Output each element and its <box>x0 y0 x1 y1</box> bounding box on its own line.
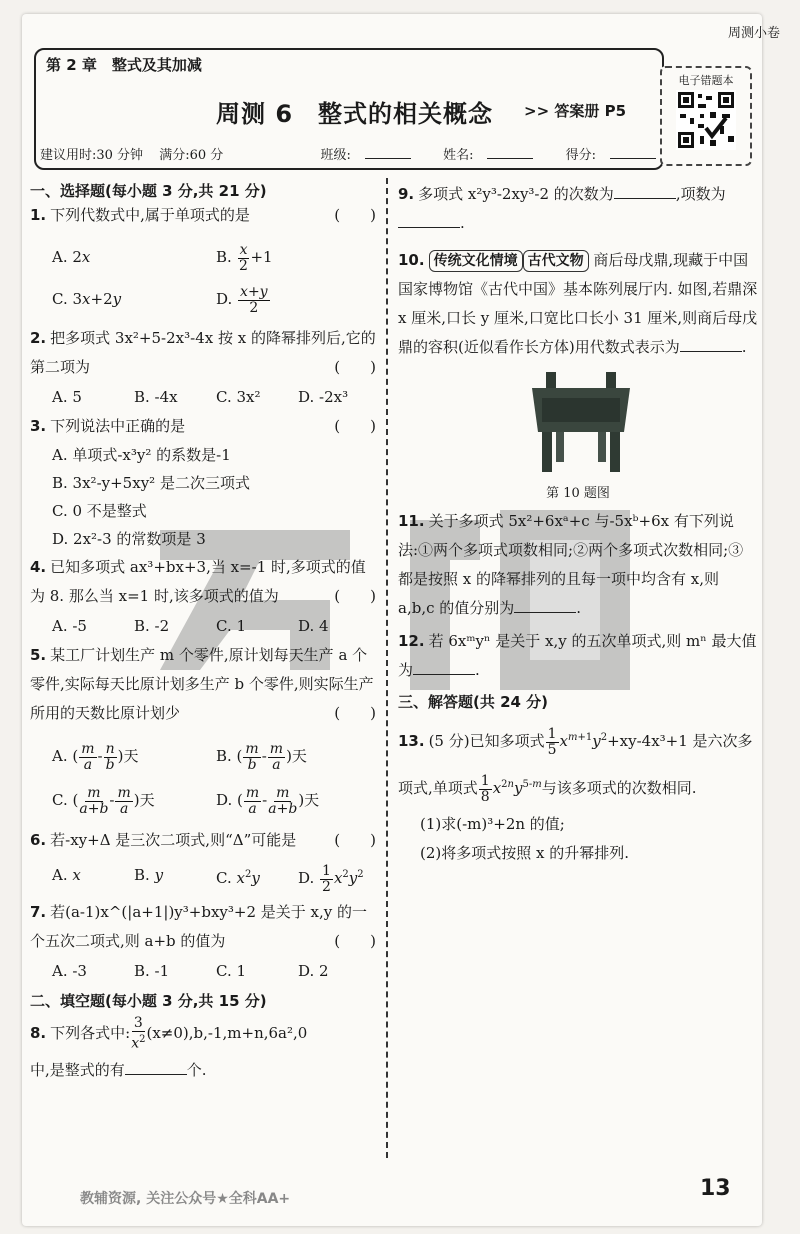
q12-stem: 若 6xᵐyⁿ 是关于 x,y 的五次单项式,则 mⁿ 最大值为 <box>398 632 757 679</box>
q1-option-d[interactable]: D. $\frac{x+y}{2}$ <box>216 283 268 316</box>
q3-stem: 下列说法中正确的是 <box>50 417 186 435</box>
q4-stem: 已知多项式 ax³+bx+3,当 x=-1 时,多项式的值为 8. 那么当 x=1 时,该多项式的值为 <box>30 558 366 605</box>
q5-number: 5. <box>30 646 47 664</box>
question-10 <box>398 246 758 362</box>
q5-options <box>52 734 380 778</box>
column-divider <box>386 178 388 1158</box>
question-7 <box>30 898 380 956</box>
q10-tag-culture: 传统文化情境 <box>429 250 523 272</box>
q1-option-a[interactable]: A. 2x <box>52 248 91 266</box>
q1-number: 1. <box>30 206 47 224</box>
class-field[interactable] <box>365 146 411 159</box>
question-8 <box>30 1015 380 1088</box>
header-box <box>34 48 664 170</box>
q5-stem: 某工厂计划生产 m 个零件,原计划每天生产 a 个零件,实际每天比原计划多生产 b 个零件,则实际生产所用的天数比原计划少 <box>30 646 374 722</box>
q7-option-b[interactable]: B. -1 <box>134 962 170 980</box>
q13-fraction-2: $\frac{1}{8}$ <box>480 772 490 805</box>
q4-option-b[interactable]: B. -2 <box>134 617 170 635</box>
q4-option-a[interactable]: A. -5 <box>52 617 87 635</box>
q7-stem: 若(a-1)x^(|a+1|)y³+bxy³+2 是关于 x,y 的一个五次二项式,则 a+b 的值为 <box>30 903 368 950</box>
q2-number: 2. <box>30 329 47 347</box>
footer-note: 教辅资源, 关注公众号★全科AA+ <box>80 1191 291 1207</box>
q7-option-d[interactable]: D. 2 <box>298 962 329 980</box>
question-13: 13. (5 分)已知多项式 $\frac{1}{5}$ $x^{m+1}y^2+xy-4x^3+1$ 是六次多项式,单项式 $\frac{1}{8}$ $x^{2n}y^{5-m}$与该多项式的次数相同. <box>398 725 753 805</box>
q2-option-c[interactable]: C. 3x² <box>216 388 261 406</box>
bronze-ding-image <box>526 368 636 478</box>
question-12 <box>398 627 758 685</box>
q7-options <box>52 956 380 986</box>
right-column <box>398 180 758 868</box>
q6-answer-paren[interactable]: ( ) <box>334 831 376 849</box>
q1-option-b[interactable]: B. $\frac{x}{2}$ +1 <box>216 241 273 274</box>
qr-label: 电子错题本 <box>678 74 734 87</box>
q8-fraction: $\frac{3}{x^2}$ <box>131 1015 146 1052</box>
q8-stem-a: 下列各式中: <box>50 1024 131 1042</box>
q6-option-c[interactable]: C. $x^2y$ <box>216 869 260 887</box>
q1-options <box>52 236 380 278</box>
q3-options <box>52 441 380 553</box>
q2-option-b[interactable]: B. -4x <box>134 388 178 406</box>
tab-label: 周测小卷 <box>727 26 780 41</box>
q13-stem-b: +xy-4x³+1 是六次多项式,单项式 <box>398 732 753 797</box>
q2-option-a[interactable]: A. 5 <box>52 388 82 406</box>
q9-number: 9. <box>398 185 415 203</box>
q4-options <box>52 611 380 641</box>
question-1 <box>30 201 380 230</box>
q5-answer-paren[interactable]: ( ) <box>334 704 376 722</box>
q13-fraction-1: $\frac{1}{5}$ <box>547 725 557 758</box>
q4-option-c[interactable]: C. 1 <box>216 617 247 635</box>
q10-end: . <box>741 338 747 356</box>
q10-figure-caption: 第 10 题图 <box>546 486 610 501</box>
q11-stem: 关于多项式 5x²+6xᵃ+c 与-5xᵇ+6x 有下列说法:①两个多项式项数相同;②两个多项式次数相同;③都是按照 x 的降幂排列的且每一项中均含有 x,则 a,b,c 的值分别为 <box>398 512 744 617</box>
q7-answer-paren[interactable]: ( ) <box>334 932 376 950</box>
q13-number: 13. <box>398 732 425 750</box>
q9-blank-degree[interactable] <box>614 184 676 199</box>
question-6 <box>30 826 380 855</box>
question-5 <box>30 641 380 728</box>
q3-option-a[interactable]: A. 单项式-x³y² 的系数是-1 <box>52 446 231 464</box>
q4-number: 4. <box>30 558 47 576</box>
q9-stem-a: 多项式 x²y³-2xy³-2 的次数为 <box>418 185 614 203</box>
question-3 <box>30 412 380 441</box>
question-11 <box>398 507 758 623</box>
q10-tag-artifact: 古代文物 <box>523 250 589 272</box>
answer-reference: >> 答案册 P5 <box>524 102 627 120</box>
q3-number: 3. <box>30 417 47 435</box>
q12-number: 12. <box>398 632 425 650</box>
q1-option-c[interactable]: C. 3x+2y <box>52 290 122 308</box>
page-title: 周测 6 整式的相关概念 <box>216 100 494 128</box>
name-field[interactable] <box>487 146 533 159</box>
q10-stem: 商后母戊鼎,现藏于中国国家博物馆《古代中国》基本陈列展厅内. 如图,若鼎深 x 厘米,口长 y 厘米,口宽比口长小 31 厘米,则商后母戊鼎的容积(近似看作长方体)用代数式表示为 <box>398 251 758 356</box>
q11-answer-blank[interactable] <box>514 598 576 613</box>
name-label: 姓名: <box>443 148 474 163</box>
q2-options <box>52 382 380 412</box>
q4-option-d[interactable]: D. 4 <box>298 617 329 635</box>
q7-number: 7. <box>30 903 47 921</box>
q6-options <box>52 855 380 898</box>
suggested-time: 建议用时:30 分钟 <box>40 148 144 163</box>
q8-stem-c: 中,是整式的有 <box>30 1060 125 1079</box>
question-9 <box>398 180 758 238</box>
section-fill-title: 二、填空题(每小题 3 分,共 15 分) <box>30 992 267 1010</box>
q6-option-b[interactable]: B. y <box>134 866 164 884</box>
q13-sub-1: (1)求(-m)³+2n 的值; <box>420 815 565 833</box>
q1-options-2 <box>52 278 380 320</box>
q11-number: 11. <box>398 512 425 530</box>
q13-stem-c: 与该多项式的次数相同. <box>541 779 697 797</box>
q7-option-a[interactable]: A. -3 <box>52 962 87 980</box>
q8-stem-b: (x≠0),b,-1,m+n,6a²,0 <box>146 1024 308 1042</box>
full-score: 满分:60 分 <box>159 148 224 163</box>
q6-stem: 若-xy+Δ 是三次二项式,则“Δ”可能是 <box>50 831 297 849</box>
q5-options-2 <box>52 778 380 822</box>
q5-option-d[interactable]: D. ( $\frac{m}{a}$ - $\frac{m}{a+b}$ )天 <box>216 784 320 817</box>
q2-option-d[interactable]: D. -2x³ <box>298 388 349 406</box>
left-column <box>30 180 380 1088</box>
q1-answer-paren[interactable]: ( ) <box>334 206 376 224</box>
q9-stem-c: . <box>460 214 465 232</box>
q9-blank-terms[interactable] <box>398 213 460 228</box>
class-label: 班级: <box>320 148 351 163</box>
score-field[interactable] <box>610 146 656 159</box>
q5-option-c[interactable]: C. ( $\frac{m}{a+b}$ - $\frac{m}{a}$ )天 <box>52 784 155 817</box>
section-choice-title: 一、选择题(每小题 3 分,共 21 分) <box>30 182 267 200</box>
q9-stem-b: ,项数为 <box>675 185 726 203</box>
q13-sub-2: (2)将多项式按照 x 的升幂排列. <box>420 844 630 862</box>
score-label: 得分: <box>565 148 596 163</box>
q11-end: . <box>576 599 582 617</box>
meta-line <box>40 144 656 163</box>
q1-stem: 下列代数式中,属于单项式的是 <box>50 206 250 224</box>
q5-option-a[interactable]: A. ( $\frac{m}{a}$ - $\frac{n}{b}$ )天 <box>52 740 139 773</box>
qr-code-icon[interactable] <box>676 90 736 150</box>
q3-option-d[interactable]: D. 2x²-3 的常数项是 3 <box>52 530 206 548</box>
qr-box <box>660 66 752 166</box>
q2-answer-paren[interactable]: ( ) <box>334 358 376 376</box>
q12-answer-blank[interactable] <box>413 660 475 675</box>
q10-number: 10. <box>398 251 425 269</box>
q3-option-b[interactable]: B. 3x²-y+5xy² 是二次三项式 <box>52 474 250 492</box>
chapter-title: 第 2 章 整式及其加减 <box>46 56 202 74</box>
q3-option-c[interactable]: C. 0 不是整式 <box>52 502 147 520</box>
section-solve-title: 三、解答题(共 24 分) <box>398 693 549 711</box>
q6-option-d[interactable]: D. $\frac{1}{2}$ $x^2y^2$ <box>298 862 364 895</box>
q13-stem-a: (5 分)已知多项式 <box>428 732 545 750</box>
q10-answer-blank[interactable] <box>680 337 742 352</box>
q2-stem: 把多项式 3x²+5-2x³-4x 按 x 的降幂排列后,它的第二项为 <box>30 329 376 376</box>
question-4 <box>30 553 380 611</box>
q5-option-b[interactable]: B. ( $\frac{m}{b}$ - $\frac{m}{a}$ )天 <box>216 740 307 773</box>
q12-end: . <box>475 661 480 679</box>
q6-option-a[interactable]: A. x <box>52 866 81 884</box>
q8-answer-blank[interactable] <box>125 1060 187 1075</box>
page-number: 13 <box>700 1176 731 1201</box>
q8-stem-d: 个. <box>186 1060 207 1079</box>
q4-answer-paren[interactable]: ( ) <box>334 587 376 605</box>
q7-option-c[interactable]: C. 1 <box>216 962 247 980</box>
q6-number: 6. <box>30 831 47 849</box>
q8-number: 8. <box>30 1024 47 1042</box>
q3-answer-paren[interactable]: ( ) <box>334 417 376 435</box>
question-2 <box>30 324 380 382</box>
